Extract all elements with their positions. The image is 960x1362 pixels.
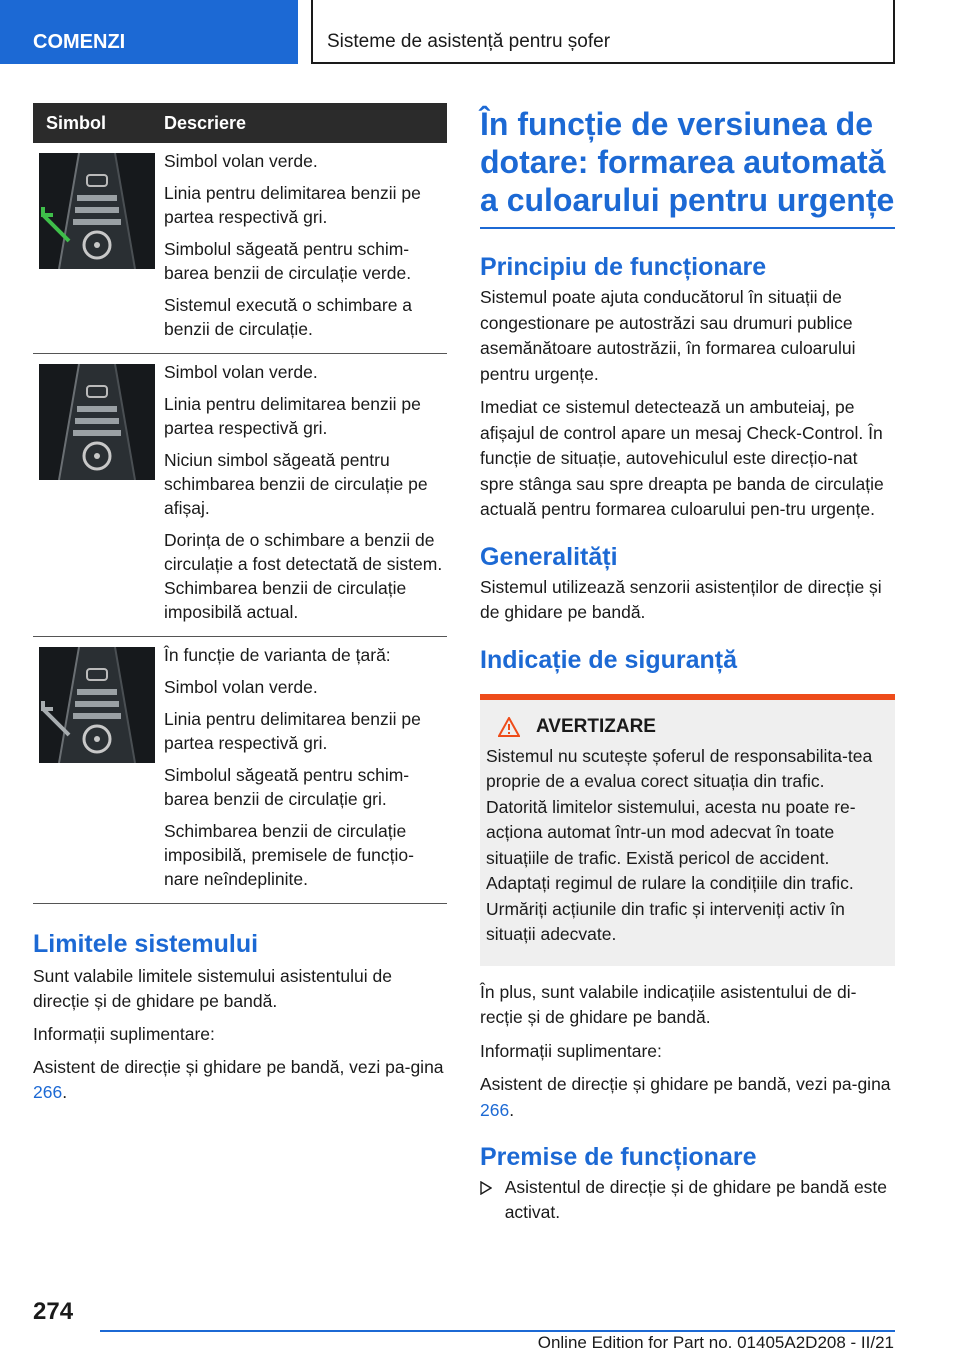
- column-header-symbol: Simbol: [46, 112, 107, 133]
- table-row: [33, 637, 447, 904]
- row-text: Niciun simbol săgeată pentru schimbarea benzii de circulație pe afișaj.: [164, 450, 428, 518]
- principle-text: Sistemul poate ajuta conducătorul în situații de congestionare pe autostrăzi sau drumuri publice asemănătoare autostrăzii, în formarea culoarului pentru urgențe.: [480, 287, 856, 384]
- reference-text: Asistent de direcție și ghidare pe bandă, vezi pa-gina: [33, 1057, 444, 1077]
- warning-triangle-icon: [498, 717, 520, 737]
- warning-text: Sistemul nu scutește șoferul de responsabilita-tea proprie de a evalua corect situația din trafic. Datorită limitelor sistemului, acesta nu poate re-acționa automat într-un mod adecvat în toate situațiile de trafic. Există pericol de accident. Adaptați regimul de rulare la condițiile din trafic. Urmăriți acțiunile din trafic și interveniți activ în situații adecvate.: [486, 745, 873, 944]
- principle-text: Imediat ce sistemul detectează un ambuteiaj, pe afișajul de control apare un mesaj Check-Control. În funcție de situație, autovehiculul este direcțio-nat spre stânga sau spre dreapta pe banda de circulație actuală pentru formarea culoarului pen-tru urgențe.: [480, 397, 884, 519]
- row-text: Linia pentru delimitarea benzii pe partea respectivă gri.: [164, 709, 421, 753]
- general-text: Sistemul utilizează senzorii asistenților de direcție și de ghidare pe bandă.: [480, 576, 882, 622]
- list-item: [480, 1175, 895, 1225]
- row-text: Simbol volan verde.: [164, 677, 318, 697]
- bullet-triangle-icon: [480, 1181, 492, 1195]
- row-text: Sistemul execută o schimbare a benzii de circulație.: [164, 295, 413, 339]
- limits-heading: Limitele sistemului: [33, 930, 259, 958]
- additional-reference: [480, 1072, 895, 1123]
- steering-lane-change-gray-icon: [39, 647, 155, 763]
- section-tab[interactable]: COMENZI: [0, 0, 298, 64]
- reference-end: .: [62, 1082, 68, 1102]
- row-text: Simbolul săgeată pentru schim-barea benzii de circulație gri.: [164, 765, 410, 809]
- row-text: Schimbarea benzii de circulație imposibilă, premisele de funcțio-nare neîndeplinite.: [164, 821, 414, 889]
- footer-divider: [100, 1330, 895, 1332]
- page-link[interactable]: 266: [33, 1082, 63, 1102]
- edition-text: Online Edition for Part no. 01405A2D208 - II/21: [537, 1333, 894, 1352]
- page-link[interactable]: 266: [480, 1099, 510, 1120]
- warning-box: [480, 694, 895, 966]
- right-column: [480, 103, 895, 1225]
- general-heading: Generalități: [480, 542, 618, 571]
- row-text: Dorința de o schimbare a benzii de circulație a fost detectată de sistem. Schimbarea benzii de circulație imposibilă actual.: [164, 530, 443, 622]
- table-row: [33, 143, 447, 354]
- additional-info-label: Informații suplimentare:: [480, 1040, 662, 1061]
- steering-lane-change-green-icon: [39, 153, 155, 269]
- left-column: [33, 103, 447, 1113]
- safety-heading: Indicație de siguranță: [480, 645, 738, 674]
- limits-info-label: Informații suplimentare:: [33, 1024, 215, 1044]
- row-text: În funcție de varianta de țară:: [164, 645, 391, 665]
- page-number: 274: [33, 1298, 74, 1325]
- limits-text: Sunt valabile limitele sistemului asistentului de direcție și de ghidare pe bandă.: [33, 966, 392, 1011]
- table-header: [33, 103, 447, 143]
- row-text: Simbol volan verde.: [164, 151, 318, 171]
- prerequisites-heading: Premise de funcționare: [480, 1143, 757, 1171]
- column-header-description: Descriere: [164, 112, 247, 133]
- additional-text: În plus, sunt valabile indicațiile asistentului de di-recție și de ghidare pe bandă.: [480, 981, 857, 1027]
- reference-text: Asistent de direcție și ghidare pe bandă, vezi pa-gina: [480, 1074, 891, 1094]
- principle-heading: Principiu de funcționare: [480, 253, 767, 281]
- warning-label: AVERTIZARE: [536, 715, 656, 737]
- row-text: Simbolul săgeată pentru schim-barea benzii de circulație verde.: [164, 239, 412, 283]
- list-item-text: Asistentul de direcție și de ghidare pe bandă este activat.: [504, 1177, 888, 1222]
- chapter-title: Sisteme de asistență pentru șofer: [311, 0, 895, 64]
- row-text: Linia pentru delimitarea benzii pe partea respectivă gri.: [164, 183, 421, 227]
- table-row: [33, 354, 447, 637]
- row-text: Linia pentru delimitarea benzii pe partea respectivă gri.: [164, 394, 421, 438]
- limits-reference: [33, 1055, 447, 1105]
- row-text: Simbol volan verde.: [164, 362, 318, 382]
- page-title: În funcție de versiunea de dotare: formarea automată a culoarului pentru urgențe: [480, 105, 895, 229]
- steering-no-arrow-icon: [39, 364, 155, 480]
- reference-end: .: [509, 1099, 515, 1120]
